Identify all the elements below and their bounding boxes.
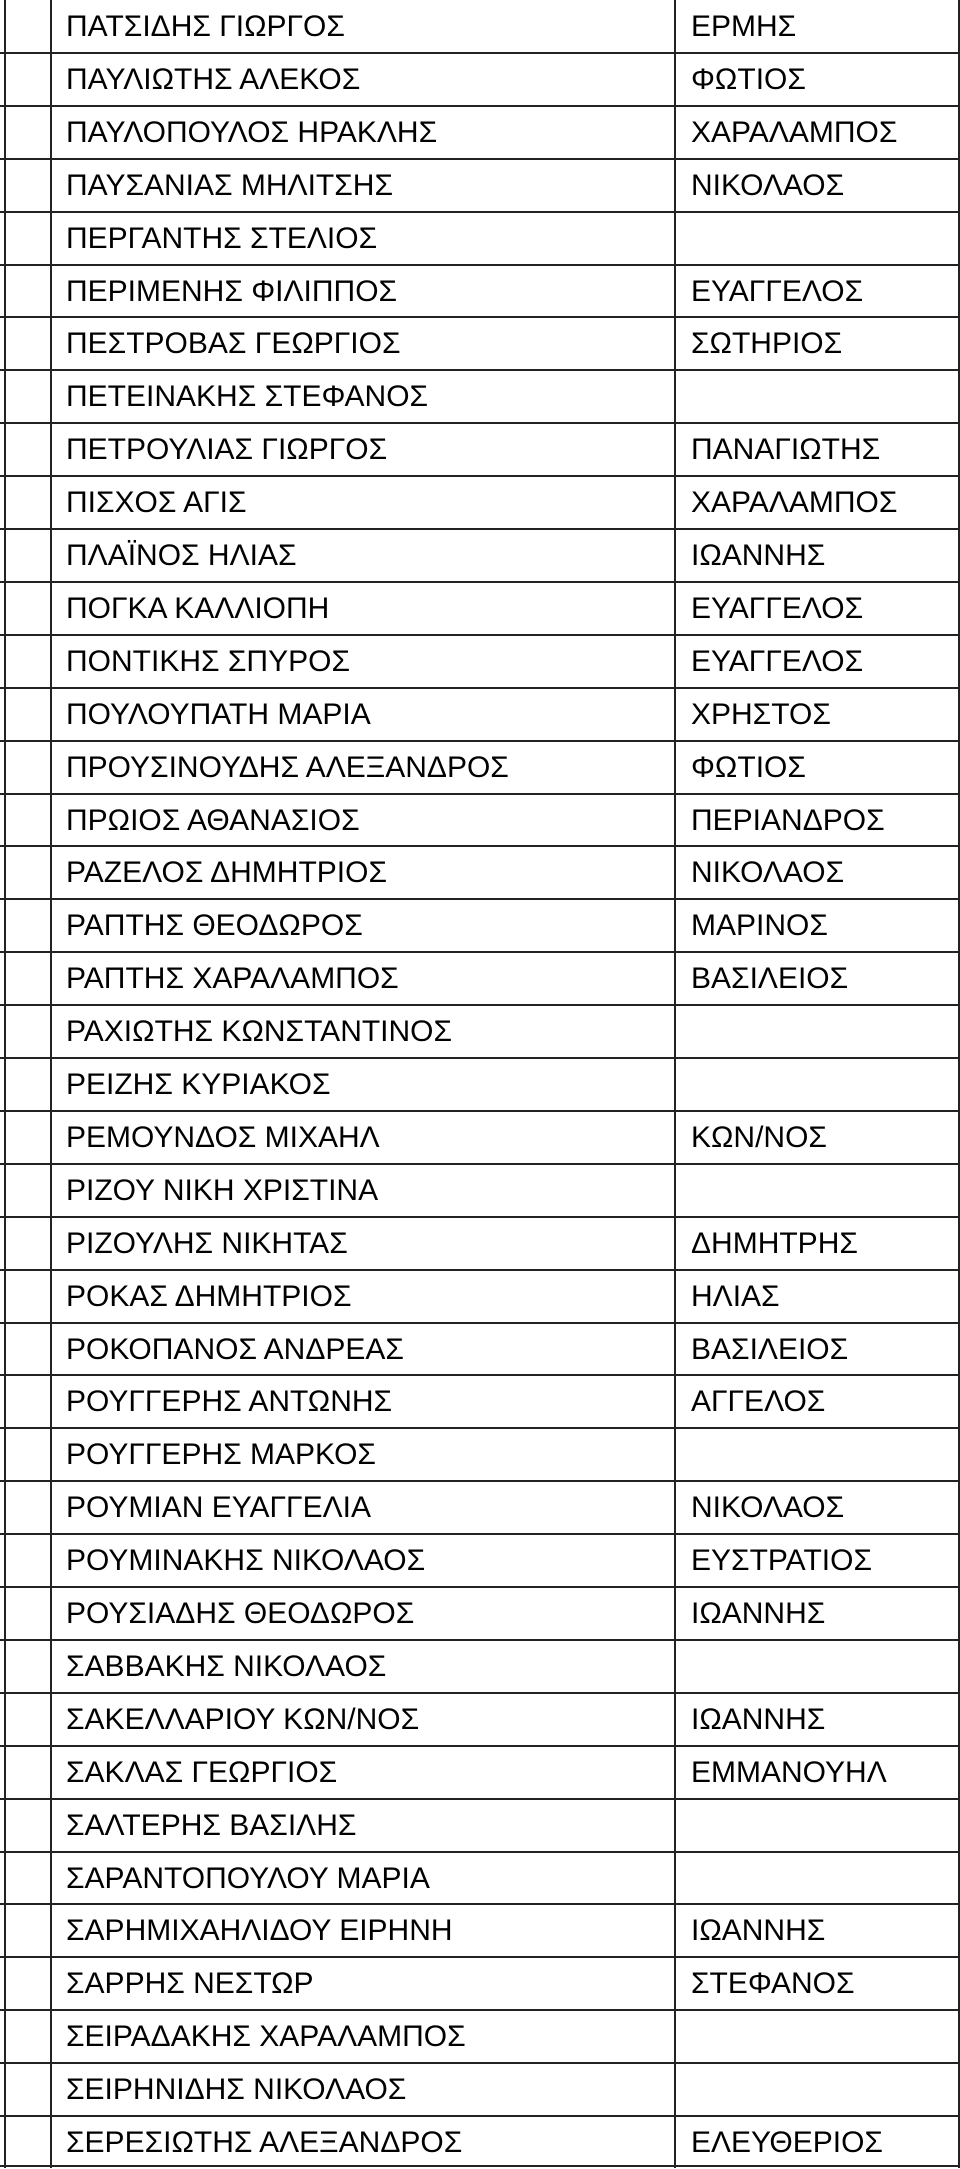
row-divider	[0, 1322, 960, 1324]
table-row	[0, 846, 960, 899]
name-cell: ΡΑΠΤΗΣ ΘΕΟΔΩΡΟΣ	[66, 909, 363, 942]
father-name-cell: ΕΜΜΑΝΟΥΗΛ	[691, 1756, 887, 1789]
father-name-cell: ΕΡΜΗΣ	[691, 10, 797, 43]
row-divider	[0, 158, 960, 160]
table-row	[0, 1534, 960, 1587]
row-divider	[0, 1692, 960, 1694]
row-divider	[0, 528, 960, 530]
row-divider	[0, 1269, 960, 1271]
row-divider	[0, 1533, 960, 1535]
table-row	[0, 1481, 960, 1534]
row-divider	[0, 845, 960, 847]
table-row	[0, 1587, 960, 1640]
table-row	[0, 53, 960, 106]
name-cell: ΠΙΣΧΟΣ ΑΓΙΣ	[66, 486, 247, 519]
father-name-cell: ΑΓΓΕΛΟΣ	[691, 1385, 826, 1418]
father-name-cell	[691, 212, 951, 265]
row-divider	[0, 1851, 960, 1853]
name-cell: ΠΡΟΥΣΙΝΟΥΔΗΣ ΑΛΕΞΑΝΔΡΟΣ	[66, 751, 509, 784]
table-row	[0, 688, 960, 741]
row-divider	[0, 264, 960, 266]
name-cell: ΠΑΥΛΟΠΟΥΛΟΣ ΗΡΑΚΛΗΣ	[66, 116, 438, 149]
father-name-cell	[691, 370, 951, 423]
name-cell: ΡΟΥΣΙΑΔΗΣ ΘΕΟΔΩΡΟΣ	[66, 1597, 415, 1630]
row-divider	[0, 1745, 960, 1747]
table-row	[0, 899, 960, 952]
table-row	[0, 1799, 960, 1852]
father-name-cell	[691, 2063, 951, 2116]
table-row	[0, 1428, 960, 1481]
row-divider	[0, 1057, 960, 1059]
father-name-cell	[691, 1428, 951, 1481]
row-divider	[0, 687, 960, 689]
table-row	[0, 2116, 960, 2169]
name-cell: ΡΕΙΖΗΣ ΚΥΡΙΑΚΟΣ	[66, 1068, 331, 1101]
table-row	[0, 265, 960, 318]
name-cell: ΠΟΓΚΑ ΚΑΛΛΙΟΠΗ	[66, 592, 330, 625]
row-divider	[0, 898, 960, 900]
name-cell: ΡΙΖΟΥ ΝΙΚΗ ΧΡΙΣΤΙΝΑ	[66, 1174, 379, 1207]
father-name-cell: ΕΥΣΤΡΑΤΙΟΣ	[691, 1544, 872, 1577]
table-row	[0, 1957, 960, 2010]
table-row	[0, 1693, 960, 1746]
name-cell: ΣΑΡΗΜΙΧΑΗΛΙΔΟΥ ΕΙΡΗΝΗ	[66, 1914, 453, 1947]
father-name-cell: ΒΑΣΙΛΕΙΟΣ	[691, 1333, 849, 1366]
table-row	[0, 1640, 960, 1693]
father-name-cell: ΕΥΑΓΓΕΛΟΣ	[691, 592, 864, 625]
father-name-cell: ΕΥΑΓΓΕΛΟΣ	[691, 645, 864, 678]
row-divider	[0, 793, 960, 795]
name-cell: ΠΟΝΤΙΚΗΣ ΣΠΥΡΟΣ	[66, 645, 350, 678]
name-cell: ΣΑΡΑΝΤΟΠΟΥΛΟΥ ΜΑΡΙΑ	[66, 1862, 430, 1895]
father-name-cell	[691, 1005, 951, 1058]
name-cell: ΡΟΚΟΠΑΝΟΣ ΑΝΔΡΕΑΣ	[66, 1333, 404, 1366]
father-name-cell: ΧΑΡΑΛΑΜΠΟΣ	[691, 116, 898, 149]
table-row	[0, 1270, 960, 1323]
name-cell: ΡΑΖΕΛΟΣ ΔΗΜΗΤΡΙΟΣ	[66, 856, 388, 889]
row-divider	[0, 1110, 960, 1112]
table-row	[0, 529, 960, 582]
row-divider	[0, 1903, 960, 1905]
table-row	[0, 1852, 960, 1905]
name-cell: ΠΕΤΕΙΝΑΚΗΣ ΣΤΕΦΑΝΟΣ	[66, 380, 429, 413]
row-divider	[0, 1480, 960, 1482]
table-row	[0, 952, 960, 1005]
father-name-cell: ΙΩΑΝΝΗΣ	[691, 539, 826, 572]
name-cell: ΣΕΙΡΑΔΑΚΗΣ ΧΑΡΑΛΑΜΠΟΣ	[66, 2020, 466, 2053]
father-name-cell: ΠΕΡΙΑΝΔΡΟΣ	[691, 804, 885, 837]
table-row	[0, 1111, 960, 1164]
father-name-cell	[691, 2010, 951, 2063]
name-cell: ΡΟΥΓΓΕΡΗΣ ΜΑΡΚΟΣ	[66, 1438, 376, 1471]
name-cell: ΠΑΥΣΑΝΙΑΣ ΜΗΛΙΤΣΗΣ	[66, 169, 394, 202]
father-name-cell	[691, 1799, 951, 1852]
table-row	[0, 1058, 960, 1111]
row-divider	[0, 1956, 960, 1958]
table-border-bottom	[0, 2165, 960, 2167]
table-row	[0, 370, 960, 423]
row-divider	[0, 634, 960, 636]
row-divider	[0, 951, 960, 953]
name-cell: ΣΑΛΤΕΡΗΣ ΒΑΣΙΛΗΣ	[66, 1809, 357, 1842]
table-row	[0, 1164, 960, 1217]
table-row	[0, 741, 960, 794]
father-name-cell: ΔΗΜΗΤΡΗΣ	[691, 1227, 858, 1260]
table-row	[0, 159, 960, 212]
name-cell: ΠΕΡΓΑΝΤΗΣ ΣΤΕΛΙΟΣ	[66, 222, 378, 255]
row-divider	[0, 369, 960, 371]
row-divider	[0, 211, 960, 213]
row-divider	[0, 316, 960, 318]
name-cell: ΣΑΒΒΑΚΗΣ ΝΙΚΟΛΑΟΣ	[66, 1650, 387, 1683]
table-row	[0, 1005, 960, 1058]
name-cell: ΠΛΑΪΝΟΣ ΗΛΙΑΣ	[66, 539, 297, 572]
name-cell: ΠΑΤΣΙΔΗΣ ΓΙΩΡΓΟΣ	[66, 10, 345, 43]
name-cell: ΡΟΚΑΣ ΔΗΜΗΤΡΙΟΣ	[66, 1280, 352, 1313]
father-name-cell: ΦΩΤΙΟΣ	[691, 63, 806, 96]
father-name-cell: ΕΥΑΓΓΕΛΟΣ	[691, 275, 864, 308]
name-cell: ΠΕΣΤΡΟΒΑΣ ΓΕΩΡΓΙΟΣ	[66, 327, 401, 360]
father-name-cell	[691, 1164, 951, 1217]
row-divider	[0, 1427, 960, 1429]
table-row	[0, 582, 960, 635]
father-name-cell: ΙΩΑΝΝΗΣ	[691, 1703, 826, 1736]
table-row	[0, 317, 960, 370]
name-cell: ΠΑΥΛΙΩΤΗΣ ΑΛΕΚΟΣ	[66, 63, 361, 96]
row-divider	[0, 105, 960, 107]
row-divider	[0, 581, 960, 583]
father-name-cell: ΦΩΤΙΟΣ	[691, 751, 806, 784]
table-row	[0, 1746, 960, 1799]
name-cell: ΣΑΡΡΗΣ ΝΕΣΤΩΡ	[66, 1967, 314, 2000]
father-name-cell: ΠΑΝΑΓΙΩΤΗΣ	[691, 433, 881, 466]
row-divider	[0, 1639, 960, 1641]
table-row	[0, 794, 960, 847]
table-row	[0, 1375, 960, 1428]
name-cell: ΣΑΚΛΑΣ ΓΕΩΡΓΙΟΣ	[66, 1756, 338, 1789]
row-divider	[0, 2009, 960, 2011]
father-name-cell: ΜΑΡΙΝΟΣ	[691, 909, 828, 942]
row-divider	[0, 1163, 960, 1165]
name-cell: ΡΑΠΤΗΣ ΧΑΡΑΛΑΜΠΟΣ	[66, 962, 399, 995]
table-row	[0, 2063, 960, 2116]
row-divider	[0, 422, 960, 424]
row-divider	[0, 2062, 960, 2064]
name-cell: ΠΕΤΡΟΥΛΙΑΣ ΓΙΩΡΓΟΣ	[66, 433, 388, 466]
row-divider	[0, 52, 960, 54]
table-row	[0, 0, 960, 53]
name-cell: ΡΟΥΜΙΝΑΚΗΣ ΝΙΚΟΛΑΟΣ	[66, 1544, 426, 1577]
name-cell: ΡΟΥΜΙΑΝ ΕΥΑΓΓΕΛΙΑ	[66, 1491, 371, 1524]
name-cell: ΡΟΥΓΓΕΡΗΣ ΑΝΤΩΝΗΣ	[66, 1385, 393, 1418]
father-name-cell: ΚΩΝ/ΝΟΣ	[691, 1121, 827, 1154]
row-divider	[0, 1586, 960, 1588]
table-row	[0, 212, 960, 265]
row-divider	[0, 1004, 960, 1006]
father-name-cell: ΒΑΣΙΛΕΙΟΣ	[691, 962, 849, 995]
name-cell: ΠΡΩΙΟΣ ΑΘΑΝΑΣΙΟΣ	[66, 804, 360, 837]
father-name-cell: ΝΙΚΟΛΑΟΣ	[691, 1491, 845, 1524]
father-name-cell	[691, 1852, 951, 1905]
table-row	[0, 476, 960, 529]
name-cell: ΣΕΙΡΗΝΙΔΗΣ ΝΙΚΟΛΑΟΣ	[66, 2073, 407, 2106]
row-divider	[0, 1374, 960, 1376]
father-name-cell: ΙΩΑΝΝΗΣ	[691, 1914, 826, 1947]
table-row	[0, 1904, 960, 1957]
father-name-cell: ΗΛΙΑΣ	[691, 1280, 780, 1313]
father-name-cell: ΝΙΚΟΛΑΟΣ	[691, 169, 845, 202]
father-name-cell: ΧΑΡΑΛΑΜΠΟΣ	[691, 486, 898, 519]
father-name-cell: ΧΡΗΣΤΟΣ	[691, 698, 831, 731]
name-cell: ΣΕΡΕΣΙΩΤΗΣ ΑΛΕΞΑΝΔΡΟΣ	[66, 2126, 463, 2159]
name-cell: ΡΕΜΟΥΝΔΟΣ ΜΙΧΑΗΛ	[66, 1121, 380, 1154]
table-row	[0, 635, 960, 688]
father-name-cell	[691, 1058, 951, 1111]
name-cell: ΠΕΡΙΜΕΝΗΣ ΦΙΛΙΠΠΟΣ	[66, 275, 398, 308]
name-cell: ΡΙΖΟΥΛΗΣ ΝΙΚΗΤΑΣ	[66, 1227, 348, 1260]
row-divider	[0, 475, 960, 477]
table-row	[0, 106, 960, 159]
row-divider	[0, 740, 960, 742]
name-cell: ΠΟΥΛΟΥΠΑΤΗ ΜΑΡΙΑ	[66, 698, 371, 731]
table-row	[0, 2010, 960, 2063]
father-name-cell	[691, 1640, 951, 1693]
father-name-cell: ΣΤΕΦΑΝΟΣ	[691, 1967, 855, 2000]
table-row	[0, 1323, 960, 1376]
name-cell: ΡΑΧΙΩΤΗΣ ΚΩΝΣΤΑΝΤΙΝΟΣ	[66, 1015, 453, 1048]
row-divider	[0, 2115, 960, 2117]
table-row	[0, 423, 960, 476]
father-name-cell: ΕΛΕΥΘΕΡΙΟΣ	[691, 2126, 883, 2159]
father-name-cell: ΣΩΤΗΡΙΟΣ	[691, 327, 843, 360]
name-cell: ΣΑΚΕΛΛΑΡΙΟΥ ΚΩΝ/ΝΟΣ	[66, 1703, 420, 1736]
table-row	[0, 1217, 960, 1270]
father-name-cell: ΙΩΑΝΝΗΣ	[691, 1597, 826, 1630]
row-divider	[0, 1216, 960, 1218]
father-name-cell: ΝΙΚΟΛΑΟΣ	[691, 856, 845, 889]
row-divider	[0, 1798, 960, 1800]
